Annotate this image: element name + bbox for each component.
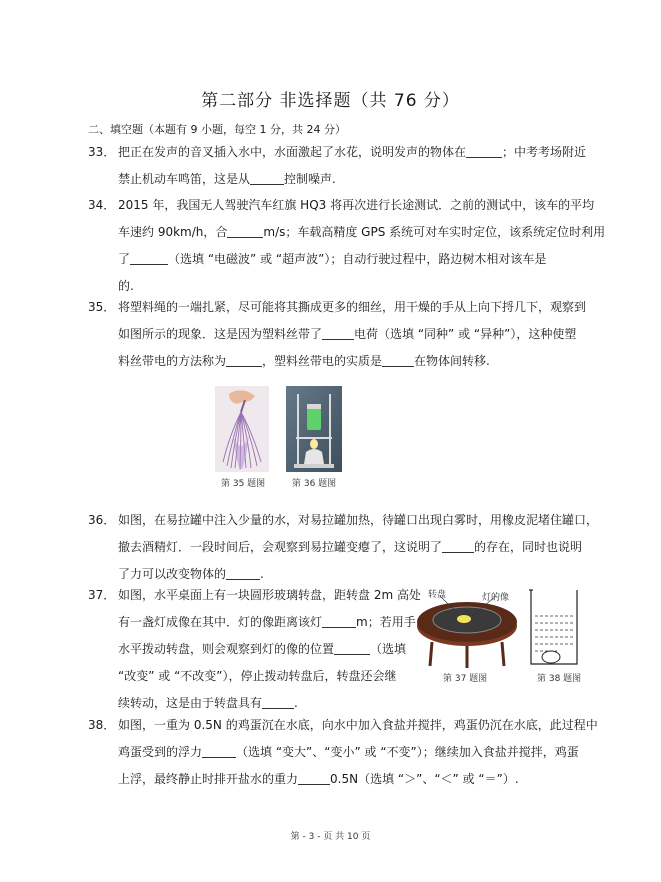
figure-36-caption: 第 36 题图 — [292, 479, 337, 489]
answer-blank[interactable] — [466, 143, 502, 158]
page-footer: 第 - 3 - 页 共 10 页 — [290, 832, 371, 842]
question-number: 33． — [88, 145, 116, 159]
answer-blank[interactable] — [298, 770, 330, 785]
question-number: 35． — [88, 300, 116, 314]
question-number: 38． — [88, 718, 116, 732]
figure-35-plastic-strands — [215, 386, 269, 472]
answer-blank[interactable] — [202, 743, 236, 758]
question-35: 35． 将塑料绳的一端扎紧，尽可能将其撕成更多的细丝，用干燥的手从上向下捋几下，观察到 如图所示的现象．这是因为塑料丝带了 电荷（选填 “同种” 或 “异种”），这种使塑 料丝带电的方法称为 ，塑料丝带电的实质是 在物体间转移. — [88, 294, 580, 375]
question-37: 37． 如图，水平桌面上有一块圆形玻璃转盘，距转盘 2m 高处 有一盏灯成像在其中．灯的像距离该灯 m；若用手 水平拨动转盘，则会观察到灯的像的位置 （选填 “改变” 或 “不改变”），停止拨动转盘后，转盘还会继 续转动，这是由于转盘具有 . — [88, 582, 408, 717]
answer-blank[interactable] — [226, 565, 260, 580]
answer-blank[interactable] — [442, 538, 474, 553]
figure-37-label-turntable: 转盘 — [428, 590, 447, 600]
figure-37-caption: 第 37 题图 — [443, 674, 488, 684]
page-title: 第二部分 非选择题（共 76 分） — [201, 91, 460, 111]
question-34: 34． 2015 年，我国无人驾驶汽车红旗 HQ3 将再次进行长途测试．之前的测试中，该车的平均 车速约 90km/h，合 m/s；车载高精度 GPS 系统可对车实时定位，该系统定位时利用 了 （选填 “电磁波” 或 “超声波”）；自动行驶过程中，路边树木相对该车是 的. — [88, 192, 580, 300]
answer-blank[interactable] — [250, 170, 284, 185]
question-33: 33． 把正在发声的音叉插入水中，水面激起了水花，说明发声的物体在 ；中考考场附近 禁止机动车鸣笛，这是从 控制噪声. — [88, 139, 580, 193]
figure-38-beaker-egg — [527, 588, 581, 668]
answer-blank[interactable] — [262, 694, 294, 709]
question-36: 36． 如图，在易拉罐中注入少量的水，对易拉罐加热，待罐口出现白雾时，用橡皮泥堵住罐口， 撤去酒精灯．一段时间后，会观察到易拉罐变瘪了，这说明了 的存在，同时也说明 了力可以改变物体的 . — [88, 507, 580, 588]
answer-blank[interactable] — [382, 352, 414, 367]
figure-35-caption: 第 35 题图 — [221, 479, 266, 489]
question-number: 37． — [88, 588, 116, 602]
figure-38-caption: 第 38 题图 — [537, 674, 582, 684]
section-heading: 二、填空题（本题有 9 小题，每空 1 分，共 24 分） — [88, 123, 346, 136]
question-38: 38． 如图，一重为 0.5N 的鸡蛋沉在水底，向水中加入食盐并搅拌，鸡蛋仍沉在水底，此过程中 鸡蛋受到的浮力 （选填 “变大”、“变小” 或 “不变”）；继续加入食盐并搅拌，鸡蛋 上浮，最终静止时排开盐水的重力 0.5N（选填 “＞”、“＜” 或 “＝”）. — [88, 712, 580, 793]
answer-blank[interactable] — [226, 352, 262, 367]
answer-blank[interactable] — [334, 640, 370, 655]
answer-blank[interactable] — [227, 223, 263, 238]
answer-blank[interactable] — [322, 325, 354, 340]
answer-blank[interactable] — [322, 613, 356, 628]
question-number: 34． — [88, 198, 116, 212]
figure-36-can-heating — [286, 386, 342, 472]
figure-37-label-lamp-image: 灯的像 — [482, 593, 510, 603]
answer-blank[interactable] — [130, 250, 168, 265]
question-number: 36． — [88, 513, 116, 527]
